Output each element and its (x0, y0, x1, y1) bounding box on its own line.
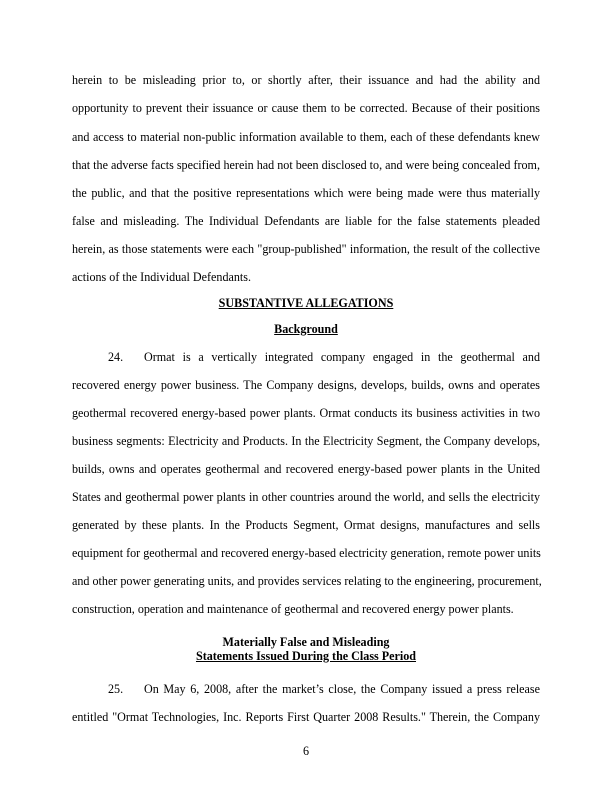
body-line: herein, as those statements were each "group-published" information, the result of the collective (72, 242, 540, 256)
body-line: On May 6, 2008, after the market’s close, the Company issued a press release (144, 682, 540, 696)
paragraph-number: 25. (108, 682, 124, 696)
body-line: opportunity to prevent their issuance or cause them to be corrected. Because of their positions (72, 101, 540, 115)
body-line: the public, and that the positive representations which were being made were thus materially (72, 186, 540, 200)
body-line: and access to material non-public information available to them, each of these defendants knew (72, 130, 540, 144)
body-line: equipment for geothermal and recovered energy-based electricity generation, remote power units (72, 546, 541, 560)
body-line: generated by these plants. In the Products Segment, Ormat designs, manufactures and sells (72, 518, 540, 532)
section-heading: SUBSTANTIVE ALLEGATIONS (218, 296, 394, 310)
body-line: geothermal recovered energy-based power plants. Ormat conducts its business activities in two (72, 406, 540, 420)
body-line: recovered energy power business. The Company designs, develops, builds, owns and operates (72, 378, 540, 392)
body-line: States and geothermal power plants in other countries around the world, and sells the electricity (72, 490, 540, 504)
body-line: entitled "Ormat Technologies, Inc. Reports First Quarter 2008 Results." Therein, the Company (72, 710, 540, 724)
body-line: Ormat is a vertically integrated company engaged in the geothermal and (144, 350, 540, 364)
body-line: false and misleading. The Individual Defendants are liable for the false statements pleaded (72, 214, 540, 228)
body-line: builds, owns and operates geothermal and recovered energy-based power plants in the United (72, 462, 540, 476)
body-line: and other power generating units, and provides services relating to the engineering, procurement, (72, 574, 542, 588)
section-heading-line-1: Materially False and Misleading (222, 635, 390, 649)
body-line: actions of the Individual Defendants. (72, 270, 252, 284)
subsection-heading: Background (274, 322, 338, 336)
body-line: construction, operation and maintenance of geothermal and recovered energy power plants. (72, 602, 514, 616)
body-line: that the adverse facts specified herein had not been disclosed to, and were being concealed from, (72, 158, 540, 172)
body-line: business segments: Electricity and Products. In the Electricity Segment, the Company develops, (72, 434, 540, 448)
paragraph-number: 24. (108, 350, 124, 364)
section-heading-line-2: Statements Issued During the Class Period (195, 649, 417, 663)
body-line: herein to be misleading prior to, or shortly after, their issuance and had the ability and (72, 73, 540, 87)
page-number: 6 (302, 744, 310, 758)
